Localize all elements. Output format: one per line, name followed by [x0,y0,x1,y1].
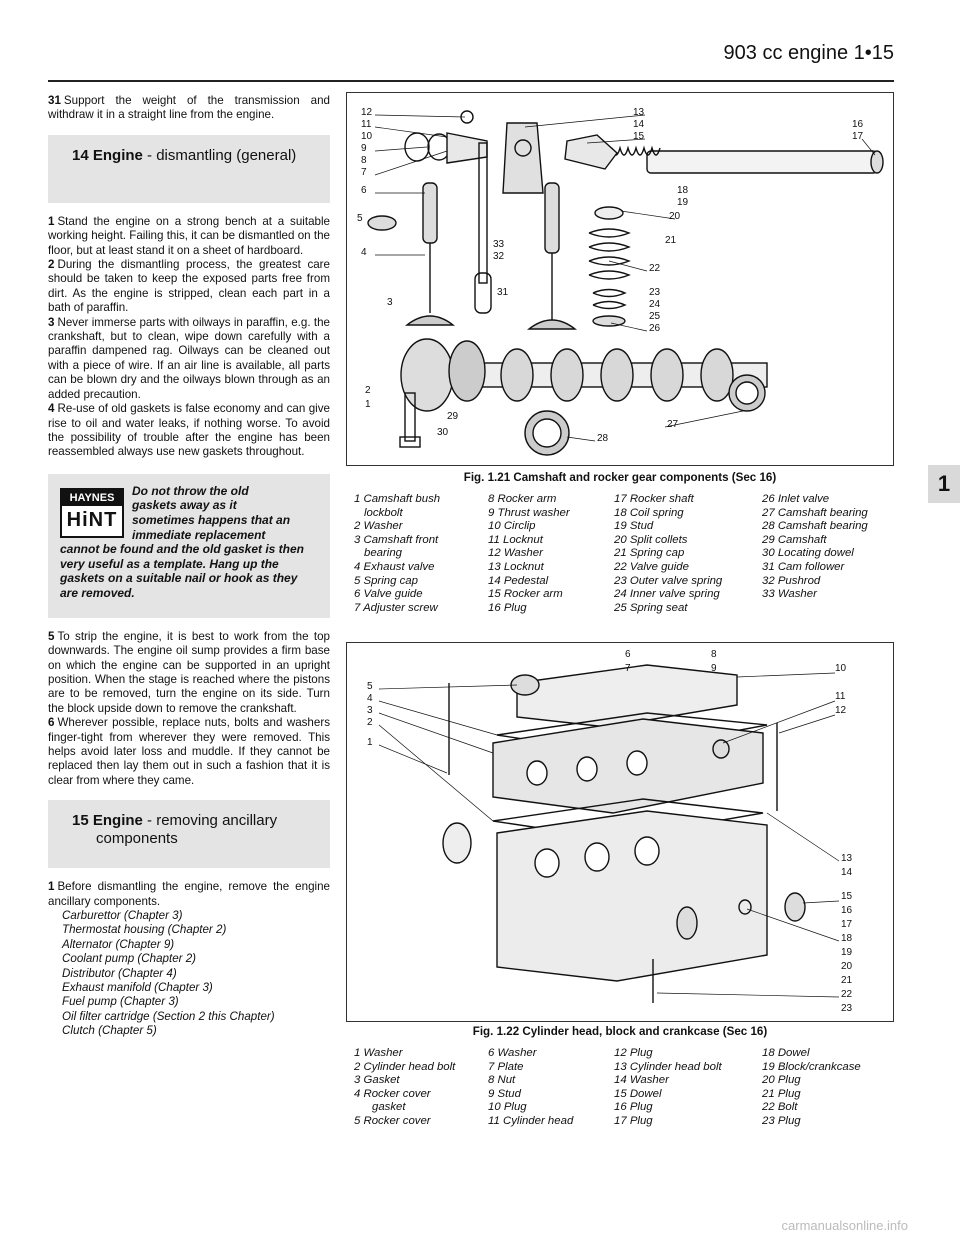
callout-12: 12 [361,107,373,118]
paragraph: 6 Wherever possible, replace nuts, bolts and washers finger-tight from wherever they were removed. This helps avoid later loss and muddle. If they cannot be replaced then lay them out in such a fashion that it is clear from where they came. [48,716,330,787]
legend-item: 6 Washer [488,1047,537,1059]
legend-item: 7 Adjuster screw [354,601,438,614]
block-drawing [347,643,893,1021]
camshaft-drawing [347,93,893,465]
callout-30: 30 [437,427,449,438]
callout-16: 16 [841,905,853,916]
callout-1: 1 [365,399,371,410]
callout-8: 8 [711,649,717,660]
callout-10: 10 [361,131,373,142]
callout-11: 11 [361,119,372,130]
callout-2: 2 [365,385,371,396]
figure-legend-1 [354,493,894,623]
legend-item: 11 Locknut [488,533,543,546]
figure-legend-2 [354,1047,894,1133]
legend-item: 19 Stud [614,520,654,533]
callout-23: 23 [649,287,661,298]
left-column [48,94,330,1039]
section-heading-15: 15 Engine - removing ancillary components [48,800,330,868]
haynes-hint-box [48,474,330,618]
callout-31: 31 [497,287,509,298]
callout-26: 26 [649,323,661,334]
legend-item: 11 Cylinder head [488,1114,574,1127]
callout-21: 21 [841,975,853,986]
legend-item: 20 Plug [762,1074,801,1087]
list-item: Clutch (Chapter 5) [62,1024,157,1038]
legend-item: 28 Camshaft bearing [762,520,868,533]
list-item: Thermostat housing (Chapter 2) [62,923,227,937]
callout-19: 19 [677,197,689,208]
callout-19: 19 [841,947,853,958]
legend-item: 14 Pedestal [488,574,549,587]
callout-12: 12 [835,705,847,716]
legend-item: 7 Plate [488,1060,524,1073]
callout-27: 27 [667,419,679,430]
callout-7: 7 [361,167,367,178]
paragraph: 31 Support the weight of the transmission and withdraw it in a straight line from the engine. [48,94,330,122]
callout-13: 13 [633,107,645,118]
callout-14: 14 [633,119,645,130]
footer-watermark[interactable]: carmanualsonline.info [781,1218,908,1233]
callout-22: 22 [649,263,661,274]
legend-item: 30 Locating dowel [762,547,854,560]
legend-item: 17 Rocker shaft [614,493,694,505]
legend-item: 9 Stud [488,1087,521,1100]
legend-item: 5 Spring cap [354,574,418,587]
paragraph: 4 Re-use of old gaskets is false economy and can give rise to oil and water leaks, if nothing worse. To avoid the possibility of trouble after the engine has been reassembled always use new gaskets throughout. [48,402,330,459]
callout-15: 15 [633,131,645,142]
legend-item: 1 Camshaft bush [354,493,441,505]
callout-4: 4 [361,247,367,258]
legend-item: 13 Locknut [488,560,544,573]
legend-item: 21 Plug [762,1087,801,1100]
page-header [48,36,894,82]
paragraph: 5 To strip the engine, it is best to work from the top downwards. The engine oil sump provides a firm base on which the engine can be supported in an upright position. When the stage is reached where the pistons are to be removed, turn the engine on its side. Turn the block upside down to remove the crankshaft. [48,629,330,715]
list-item: Alternator (Chapter 9) [62,937,175,951]
section-heading-14: 14 Engine - dismantling (general) [48,135,330,203]
callout-22: 22 [841,989,853,1000]
callout-6: 6 [361,185,367,196]
legend-item: 4 Rocker cover [354,1087,431,1100]
legend-item: 22 Bolt [762,1101,798,1114]
legend-item: 20 Split collets [614,533,688,546]
legend-item: 31 Cam follower [762,560,845,573]
callout-28: 28 [597,433,609,444]
legend-item: 8 Rocker arm [488,493,557,505]
callout-4: 4 [367,693,373,704]
list-item: Exhaust manifold (Chapter 3) [62,981,213,995]
callout-16: 16 [852,119,864,130]
legend-item: 22 Valve guide [614,560,689,573]
callout-13: 13 [841,853,853,864]
legend-item: 12 Plug [614,1047,653,1059]
legend-item: 26 Inlet valve [762,493,830,505]
callout-7: 7 [625,663,631,674]
callout-24: 24 [649,299,661,310]
legend-item: 21 Spring cap [614,547,685,560]
callout-20: 20 [841,961,853,972]
callout-32: 32 [493,251,505,262]
paragraph: 2 During the dismantling process, the greatest care should be taken to keep the exposed parts free from dirt. As the engine is stripped, clean each part in a bath of paraffin. [48,258,330,315]
legend-item: 15 Rocker arm [488,588,563,601]
legend-item: 6 Valve guide [354,588,423,601]
legend-item: 12 Washer [488,547,543,560]
callout-18: 18 [841,933,853,944]
legend-item: 24 Inner valve spring [614,588,720,601]
legend-item: bearing [364,547,402,560]
callout-3: 3 [367,705,373,716]
legend-item: 32 Pushrod [762,574,821,587]
legend-item: 5 Rocker cover [354,1114,431,1127]
legend-item: 2 Washer [354,520,403,533]
legend-item: 2 Cylinder head bolt [354,1060,456,1073]
callout-18: 18 [677,185,689,196]
callout-9: 9 [361,143,367,154]
callout-29: 29 [447,411,459,422]
callout-20: 20 [669,211,681,222]
legend-item: lockbolt [364,506,403,519]
legend-item: gasket [372,1101,406,1114]
list-item: Carburettor (Chapter 3) [62,909,183,922]
legend-item: 25 Spring seat [614,601,688,614]
legend-item: 23 Plug [762,1114,801,1127]
list-item: Coolant pump (Chapter 2) [62,952,197,966]
legend-item: 23 Outer valve spring [614,574,723,587]
figure-caption: Fig. 1.22 Cylinder head, block and crankcase (Sec 16) [472,1025,768,1038]
legend-item: 10 Circlip [488,520,536,533]
callout-17: 17 [841,919,853,930]
paragraph: 1 Stand the engine on a strong bench at a suitable working height. Failing this, it can be dismantled on the floor, but at least stand it on a sheet of hardboard. [48,214,330,257]
callout-2: 2 [367,717,373,728]
list-item: Fuel pump (Chapter 3) [62,995,179,1009]
legend-item: 27 Camshaft bearing [762,506,868,519]
figure-cylinder-head-block [346,642,894,1022]
callout-6: 6 [625,649,631,660]
legend-item: 13 Cylinder head bolt [614,1060,722,1073]
page-title: 903 cc engine 1•15 [723,42,894,64]
ancillary-list [48,909,330,1039]
legend-item: 3 Camshaft front [354,533,439,546]
callout-33: 33 [493,239,505,250]
legend-item: 18 Coil spring [614,506,684,519]
callout-5: 5 [357,213,363,224]
callout-25: 25 [649,311,661,322]
legend-item: 29 Camshaft [762,533,827,546]
callout-5: 5 [367,681,373,692]
figure-camshaft-rocker [346,92,894,466]
callout-14: 14 [841,867,853,878]
legend-item: 17 Plug [614,1114,653,1127]
legend-item: 4 Exhaust valve [354,560,435,573]
legend-item: 18 Dowel [762,1047,810,1059]
legend-item: 16 Plug [488,601,527,614]
list-item: Oil filter cartridge (Section 2 this Chapter) [62,1009,275,1023]
legend-item: 33 Washer [762,588,817,601]
legend-item: 10 Plug [488,1101,527,1114]
legend-item: 9 Thrust washer [488,506,570,519]
callout-3: 3 [387,297,393,308]
callout-15: 15 [841,891,853,902]
chapter-tab: 1 [928,465,960,503]
callout-17: 17 [852,131,864,142]
list-item: Distributor (Chapter 4) [62,966,177,980]
callout-8: 8 [361,155,367,166]
haynes-hint-logo: HAYNES HiNT [60,488,124,538]
legend-item: 19 Block/crankcase [762,1060,861,1073]
legend-item: 1 Washer [354,1047,403,1059]
figure-caption: Fig. 1.21 Camshaft and rocker gear components (Sec 16) [463,471,777,484]
legend-item: 15 Dowel [614,1087,662,1100]
callout-21: 21 [665,235,677,246]
callout-1: 1 [367,737,373,748]
legend-item: 14 Washer [614,1074,669,1087]
paragraph: 1 Before dismantling the engine, remove the engine ancillary components. [48,880,330,908]
legend-item: 3 Gasket [354,1074,400,1087]
callout-11: 11 [835,691,846,702]
callout-10: 10 [835,663,847,674]
legend-item: 8 Nut [488,1074,516,1087]
hint-text: Do not throw the old gaskets away as it sometimes happens that an immediate replacement cannot be found and the old gasket is then very useful as a template. Hang up the gaskets on a suitable nail or hook as they are removed. [60,483,305,600]
paragraph: 3 Never immerse parts with oilways in paraffin, e.g. the crankshaft, but to clean, wipe down carefully with a paraffin dampened rag. Oilways can be cleaned out with a piece of wire. If an air line is available, all parts can be blown dry and the oilways blown through as an added precaution. [48,315,330,401]
callout-23: 23 [841,1003,853,1014]
legend-item: 16 Plug [614,1101,653,1114]
callout-9: 9 [711,663,717,674]
